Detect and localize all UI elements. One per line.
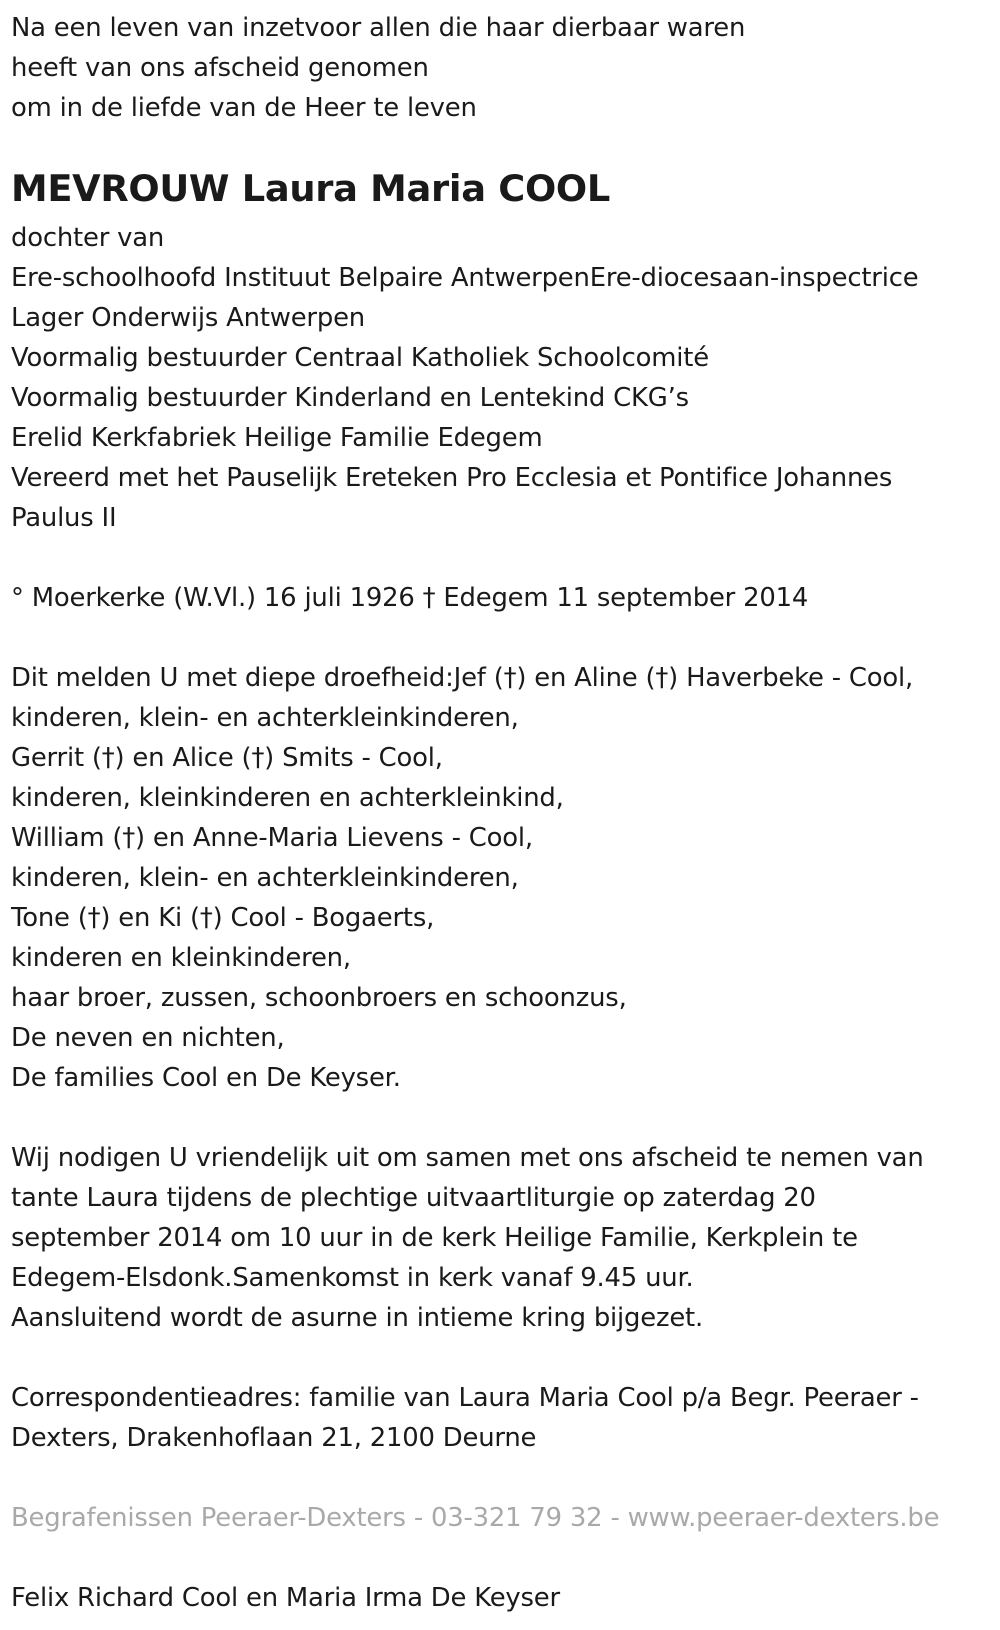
mourner-line: haar broer, zussen, schoonbroers en schoonzus, (11, 983, 627, 1013)
bio-line: Ere-schoolhoofd Instituut Belpaire AntwerpenEre-diocesaan-inspectrice (11, 263, 919, 293)
spacer (11, 1538, 991, 1578)
mourner-line: De neven en nichten, (11, 1023, 285, 1053)
invitation-line: Edegem-Elsdonk.Samenkomst in kerk vanaf 9.45 uur. (11, 1263, 694, 1293)
invitation-line: september 2014 om 10 uur in de kerk Heilige Familie, Kerkplein te (11, 1223, 858, 1253)
intro-line: heeft van ons afscheid genomen (11, 53, 429, 83)
bio-line: dochter van (11, 223, 165, 253)
mourners-section (11, 658, 991, 1098)
mourner-line: De families Cool en De Keyser. (11, 1063, 401, 1093)
correspondence-line: Dexters, Drakenhoflaan 21, 2100 Deurne (11, 1423, 537, 1453)
invitation-line: Aansluitend wordt de asurne in intieme kring bijgezet. (11, 1303, 703, 1333)
mourner-line: Tone (†) en Ki (†) Cool - Bogaerts, (11, 903, 435, 933)
spacer (11, 1458, 991, 1498)
mourner-line: Dit melden U met diepe droefheid:Jef (†) en Aline (†) Haverbeke - Cool, (11, 663, 913, 693)
intro-line: Na een leven van inzetvoor allen die haar dierbaar waren (11, 13, 746, 43)
intro-line: om in de liefde van de Heer te leven (11, 93, 477, 123)
mourner-line: kinderen en kleinkinderen, (11, 943, 351, 973)
bio-line: Paulus II (11, 503, 117, 533)
birth-death-dates: ° Moerkerke (W.Vl.) 16 juli 1926 † Edegem 11 september 2014 (11, 583, 809, 613)
mourner-line: kinderen, kleinkinderen en achterkleinkind, (11, 783, 564, 813)
bio-line: Lager Onderwijs Antwerpen (11, 303, 365, 333)
biography-section (11, 218, 991, 538)
invitation-section (11, 1138, 991, 1338)
mourner-line: kinderen, klein- en achterkleinkinderen, (11, 703, 519, 733)
spacer (11, 1098, 991, 1138)
undertaker-footer: Begrafenissen Peeraer-Dexters - 03-321 79 32 - www.peeraer-dexters.be (11, 1503, 940, 1533)
bio-line: Voormalig bestuurder Kinderland en Lentekind CKG’s (11, 383, 689, 413)
correspondence-line: Correspondentieadres: familie van Laura Maria Cool p/a Begr. Peeraer - (11, 1383, 919, 1413)
parents-line: Felix Richard Cool en Maria Irma De Keyser (11, 1583, 560, 1613)
mourner-line: kinderen, klein- en achterkleinkinderen, (11, 863, 519, 893)
correspondence-section (11, 1378, 991, 1458)
obituary-document (11, 8, 991, 1618)
intro-section (11, 8, 991, 128)
spacer (11, 1338, 991, 1378)
mourner-line: William (†) en Anne-Maria Lievens - Cool, (11, 823, 533, 853)
bio-line: Voormalig bestuurder Centraal Katholiek Schoolcomité (11, 343, 709, 373)
invitation-line: Wij nodigen U vriendelijk uit om samen met ons afscheid te nemen van (11, 1143, 924, 1173)
spacer (11, 618, 991, 658)
mourner-line: Gerrit (†) en Alice (†) Smits - Cool, (11, 743, 443, 773)
spacer (11, 538, 991, 578)
bio-line: Erelid Kerkfabriek Heilige Familie Edegem (11, 423, 543, 453)
invitation-line: tante Laura tijdens de plechtige uitvaartliturgie op zaterdag 20 (11, 1183, 816, 1213)
deceased-name: MEVROUW Laura Maria COOL (11, 167, 611, 210)
bio-line: Vereerd met het Pauselijk Ereteken Pro Ecclesia et Pontifice Johannes (11, 463, 893, 493)
